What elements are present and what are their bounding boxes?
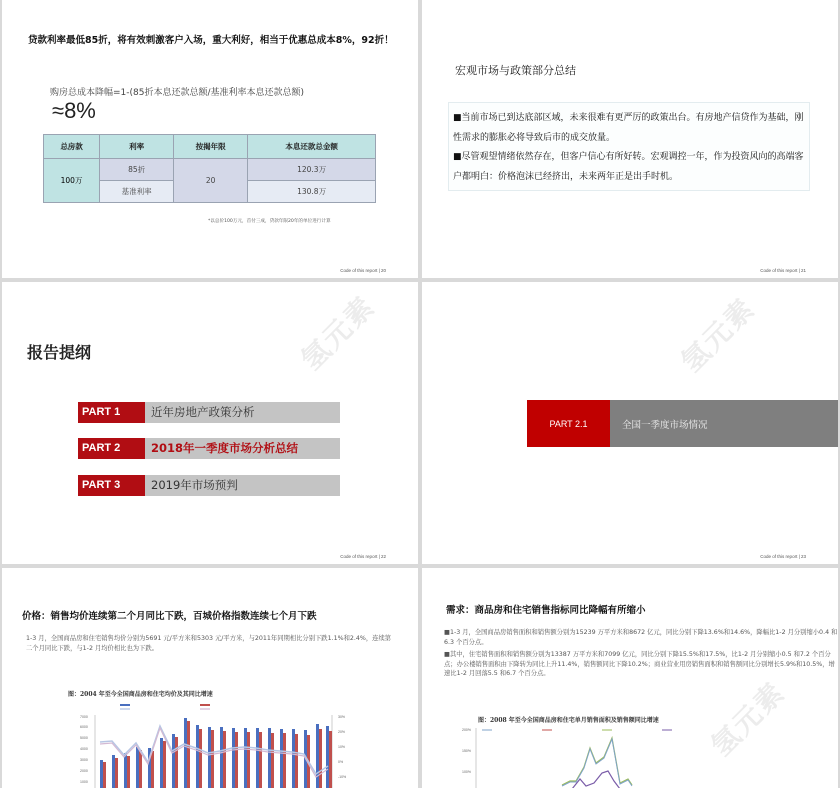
slide-23[interactable] (422, 282, 838, 564)
svg-text:0%: 0% (338, 760, 344, 764)
svg-text:30%: 30% (338, 715, 346, 719)
slide-25[interactable] (422, 568, 838, 788)
watermark: 氢元素 (294, 289, 382, 377)
svg-text:150%: 150% (462, 749, 471, 753)
header-amount: 本息还款总金额 (248, 135, 376, 159)
slide-footer: Code of this report | 22 (340, 554, 386, 559)
slide-20[interactable] (2, 0, 418, 278)
slide-body: 1-3 月，全国商品房和住宅销售均价分别为5691 元/平方米和5303 元/平方米，与2011年同期相比分别下跌1.1%和2.4%，连续第二个月同比下跌，与1-2 月均价相比也为下跌。 (26, 635, 392, 652)
cell-rate: 基准利率 (100, 181, 174, 203)
svg-text:4000: 4000 (80, 747, 88, 751)
summary-paragraph: ■尽管观望情绪依然存在，但客户信心有所好转。宏观调控一年，作为投资风向的高端客户都明白：价格泡沫已经挤出，未来两年正是出手时机。 (453, 152, 804, 182)
slide-22[interactable] (2, 282, 418, 564)
watermark: 氢元素 (704, 675, 792, 763)
body-paragraph: ■其中，住宅销售面积和销售额分别为13387 万平方米和7099 亿元，同比分别下降15.5%和17.5%，比1-2 月分别缩小0.5 和7.2 个百分点；办公楼销售面积由下降转为同比上升11.4%，销售额同比下降10.2%；商业营业用房销售面积和销售额同比分别增长5.9%和10.5%，增速比1-2 月回落5.5 和6.7 个百分点。 (444, 651, 835, 677)
cost-formula: 购房总成本降幅=1-(85折本息还款总额/基准利率本息还款总额) (50, 88, 305, 98)
svg-text:2000: 2000 (80, 769, 88, 773)
slide-footer: Code of this report | 23 (760, 554, 806, 559)
sales-line-chart (462, 723, 762, 788)
section-text: 全国一季度市场情况 (610, 400, 838, 447)
svg-text:3000: 3000 (80, 758, 88, 762)
svg-text:100%: 100% (462, 770, 471, 774)
slide-footer: Code of this report | 21 (760, 268, 806, 273)
svg-text:5000: 5000 (80, 736, 88, 740)
part-tag: PART 2 (78, 438, 145, 459)
slide-title: 报告提纲 (27, 343, 92, 362)
header-total: 总房款 (44, 135, 100, 159)
outline-part-1[interactable] (78, 402, 340, 423)
slide-title: 需求：商品房和住宅销售指标同比降幅有所缩小 (446, 605, 646, 616)
part-tag: PART 1 (78, 402, 145, 423)
svg-text:6000: 6000 (80, 725, 88, 729)
slide-headline: 贷款利率最低85折，将有效刺激客户入场，重大利好，相当于优惠总成本8%，92折！ (28, 35, 394, 46)
section-tag: PART 2.1 (527, 400, 610, 447)
cell-years: 20 (174, 159, 248, 203)
part-text: 2019年市场预判 (145, 475, 340, 496)
svg-text:1000: 1000 (80, 780, 88, 784)
slide-body (444, 628, 838, 682)
cell-amount: 130.8万 (248, 181, 376, 203)
part-text: 2018年一季度市场分析总结 (145, 438, 340, 459)
header-years: 按揭年限 (174, 135, 248, 159)
slide-footer: Code of this report | 20 (340, 268, 386, 273)
body-paragraph: ■1-3 月，全国商品房销售面积和销售额分别为15239 万平方米和8672 亿元，同比分别下降13.6%和14.6%，降幅比1-2 月分别缩小0.4 和6.3 个百分点。 (444, 629, 838, 646)
outline-part-3[interactable] (78, 475, 340, 496)
cell-rate: 85折 (100, 159, 174, 181)
section-band (527, 400, 838, 447)
summary-paragraph: ■当前市场已到达底部区域，未来很难有更严厉的政策出台。有房地产信贷作为基础，刚性需求的膨胀必将导致后市的成交放量。 (453, 113, 804, 143)
watermark: 氢元素 (674, 291, 762, 379)
outline-part-2[interactable] (78, 438, 340, 459)
approx-value: ≈8% (52, 98, 96, 123)
table-note: *以总价100万元，首付三成，贷款年限20年的单位进行计算 (208, 219, 331, 224)
chart-title: 图：2004 年至今全国商品房和住宅均价及其同比增速 (68, 691, 213, 698)
svg-text:20%: 20% (338, 730, 346, 734)
svg-text:200%: 200% (462, 728, 471, 732)
y-tick: 7000 (80, 715, 88, 719)
loan-table (43, 134, 376, 203)
slide-title: 价格：销售均价连续第二个月同比下跌，百城价格指数连续七个月下跌 (22, 611, 317, 622)
slide-24[interactable] (2, 568, 418, 788)
price-bar-chart (60, 698, 360, 788)
part-text: 近年房地产政策分析 (145, 402, 340, 423)
slide-21[interactable] (422, 0, 838, 278)
part-tag: PART 3 (78, 475, 145, 496)
cell-total: 100万 (44, 159, 100, 203)
slide-title: 宏观市场与政策部分总结 (455, 64, 576, 77)
summary-box (448, 102, 810, 191)
cell-amount: 120.3万 (248, 159, 376, 181)
chart-title: 图：2008 年至今全国商品房和住宅单月销售面积及销售额同比增速 (478, 717, 659, 724)
header-rate: 利率 (100, 135, 174, 159)
svg-text:10%: 10% (338, 745, 346, 749)
svg-text:-10%: -10% (338, 775, 347, 779)
